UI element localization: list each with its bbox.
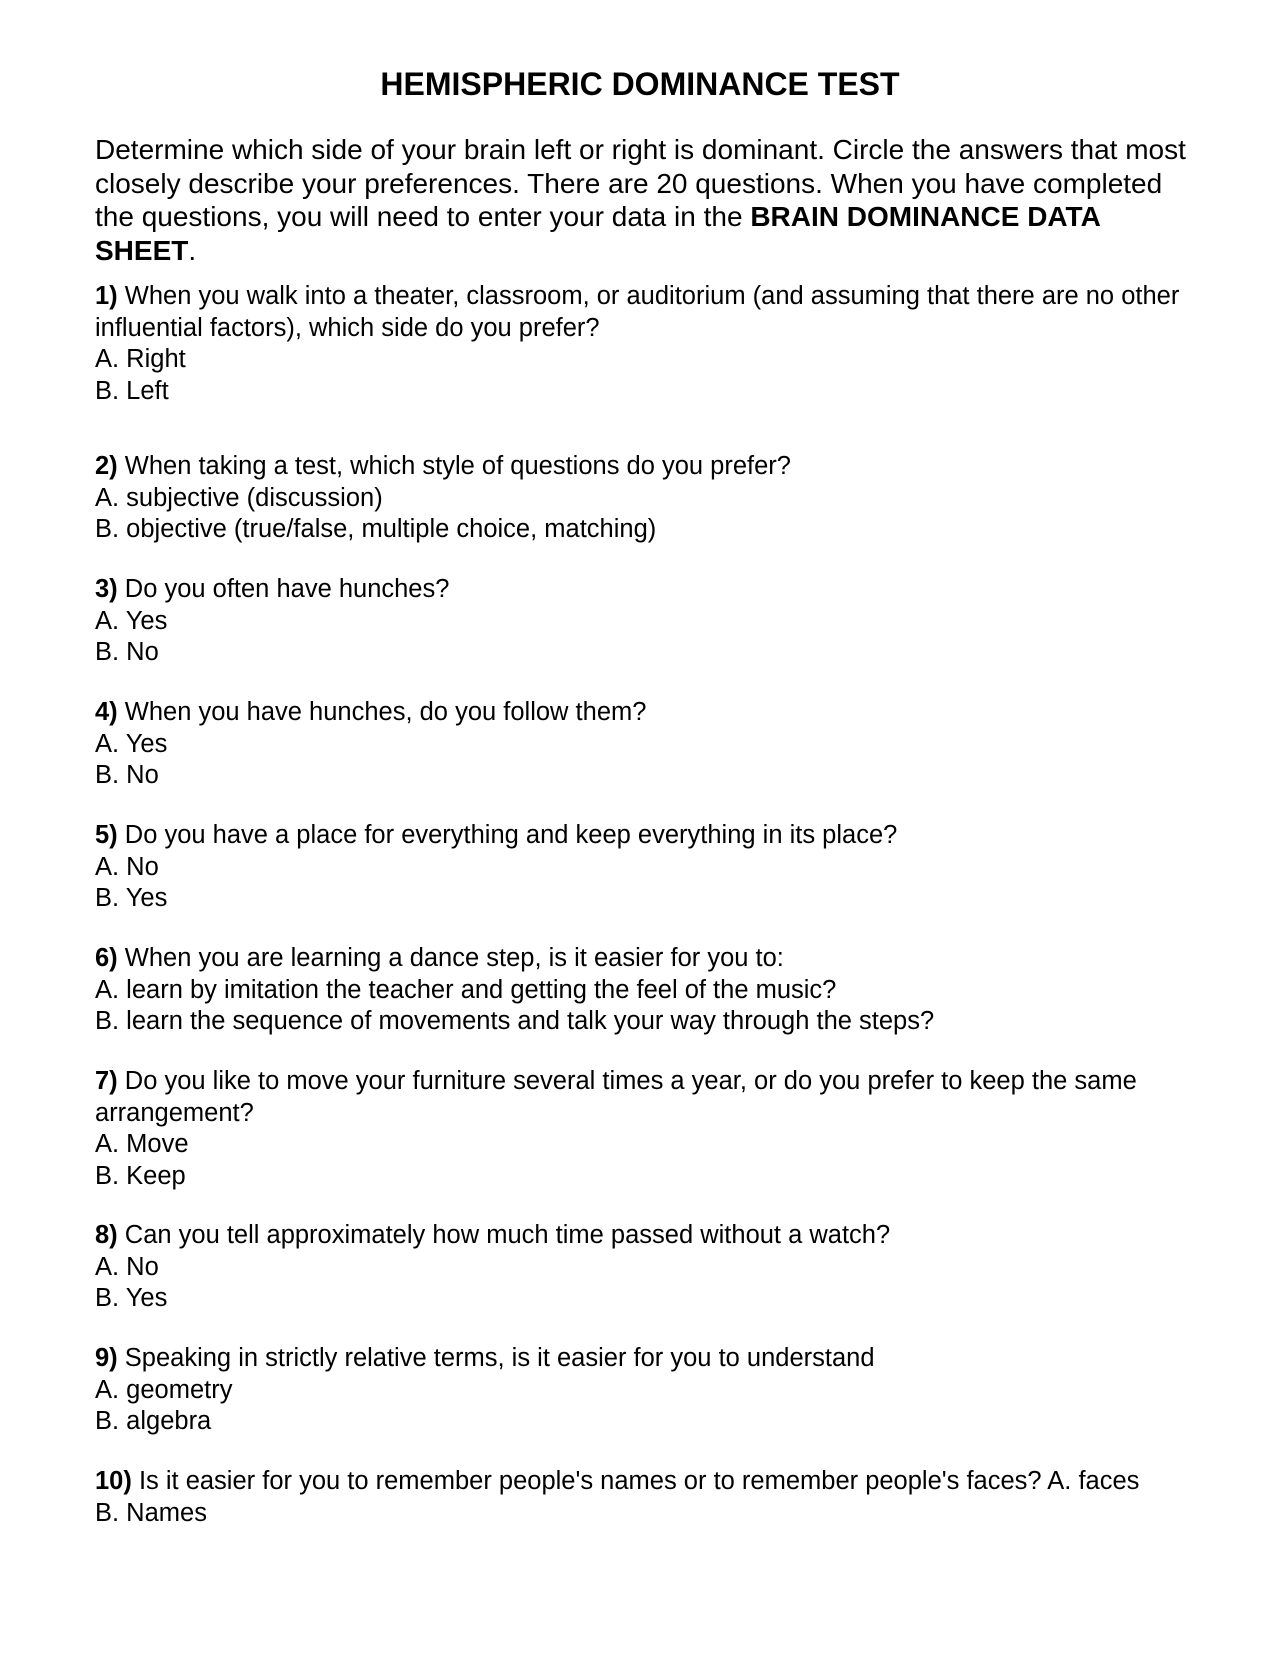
answer-option-b[interactable]: B. learn the sequence of movements and talk your way through the steps? xyxy=(95,1007,935,1035)
answer-option-b[interactable]: B. No xyxy=(95,638,159,666)
question-text xyxy=(95,697,1205,729)
question-text xyxy=(95,820,1205,852)
answer-option-b[interactable]: B. Yes xyxy=(95,1284,168,1312)
question-prompt: When taking a test, which style of questions do you prefer? xyxy=(117,452,791,480)
answer-option-b[interactable]: B. Left xyxy=(95,376,169,405)
answer-option-b[interactable]: B. Keep xyxy=(95,1161,186,1190)
question-text xyxy=(95,1466,1205,1498)
question-3 xyxy=(95,574,1205,669)
question-number: 5) xyxy=(95,821,118,849)
question-text xyxy=(95,574,1205,606)
answer-option-b[interactable]: B. Yes xyxy=(95,884,168,912)
question-text xyxy=(95,1343,1205,1375)
question-text xyxy=(95,451,1205,483)
answer-option-b[interactable]: B. algebra xyxy=(95,1407,212,1435)
question-number: 2) xyxy=(95,452,118,480)
question-number: 9) xyxy=(95,1344,118,1372)
question-number: 8) xyxy=(95,1221,118,1249)
question-prompt: Do you like to move your furniture several times a year, or do you prefer to keep the same arrangement? xyxy=(95,1067,1137,1127)
question-7 xyxy=(95,1066,1205,1192)
question-8 xyxy=(95,1220,1205,1315)
answer-option-a[interactable]: A. geometry xyxy=(95,1375,233,1404)
answer-option-a[interactable]: A. Yes xyxy=(95,606,168,635)
question-4 xyxy=(95,697,1205,792)
answer-option-a[interactable]: A. No xyxy=(95,852,159,881)
question-number: 4) xyxy=(95,698,118,726)
question-number: 3) xyxy=(95,575,118,603)
question-9 xyxy=(95,1343,1205,1438)
question-1 xyxy=(95,281,1205,407)
question-prompt: Is it easier for you to remember people's names or to remember people's faces? A. faces xyxy=(131,1467,1140,1495)
question-prompt: Do you often have hunches? xyxy=(117,575,450,603)
question-prompt: Do you have a place for everything and keep everything in its place? xyxy=(117,821,898,849)
question-text xyxy=(95,943,1205,975)
question-prompt: When you have hunches, do you follow them? xyxy=(117,698,647,726)
page-title: HEMISPHERIC DOMINANCE TEST xyxy=(380,66,900,102)
question-number: 10) xyxy=(95,1467,132,1495)
question-number: 7) xyxy=(95,1067,118,1095)
intro-end: . xyxy=(188,234,197,266)
question-prompt: Speaking in strictly relative terms, is it easier for you to understand xyxy=(117,1344,875,1372)
answer-option-a[interactable]: A. Yes xyxy=(95,729,168,758)
question-text xyxy=(95,1066,1205,1129)
answer-option-a[interactable]: A. subjective (discussion) xyxy=(95,483,383,512)
question-text xyxy=(95,281,1205,344)
question-number: 6) xyxy=(95,944,118,972)
question-text xyxy=(95,1220,1205,1252)
answer-option-b[interactable]: B. objective (true/false, multiple choice, matching) xyxy=(95,515,657,543)
intro-bold-text: BRAIN DOMINANCE DATA SHEET xyxy=(95,201,1100,266)
question-10 xyxy=(95,1466,1205,1529)
answer-option-a[interactable]: A. Move xyxy=(95,1130,189,1158)
question-prompt: When you are learning a dance step, is it easier for you to: xyxy=(117,944,784,972)
answer-option-a[interactable]: A. No xyxy=(95,1252,159,1281)
question-5 xyxy=(95,820,1205,915)
intro-text: Determine which side of your brain left or right is dominant. Circle the answers that most closely describe your preferences. There are 20 questions. When you have completed the questions, you will need to enter your data in the xyxy=(95,134,1186,232)
question-prompt: Can you tell approximately how much time passed without a watch? xyxy=(117,1221,891,1249)
answer-option-b[interactable]: B. No xyxy=(95,761,159,789)
question-6 xyxy=(95,943,1205,1038)
answer-option-b[interactable]: B. Names xyxy=(95,1498,207,1527)
question-number: 1) xyxy=(95,282,118,310)
question-2 xyxy=(95,451,1205,546)
question-prompt: When you walk into a theater, classroom, or auditorium (and assuming that there are no other influential factors), which side do you prefer? xyxy=(95,282,1180,342)
intro-paragraph xyxy=(95,133,1205,267)
answer-option-a[interactable]: A. learn by imitation the teacher and getting the feel of the music? xyxy=(95,975,837,1004)
answer-option-a[interactable]: A. Right xyxy=(95,345,186,373)
